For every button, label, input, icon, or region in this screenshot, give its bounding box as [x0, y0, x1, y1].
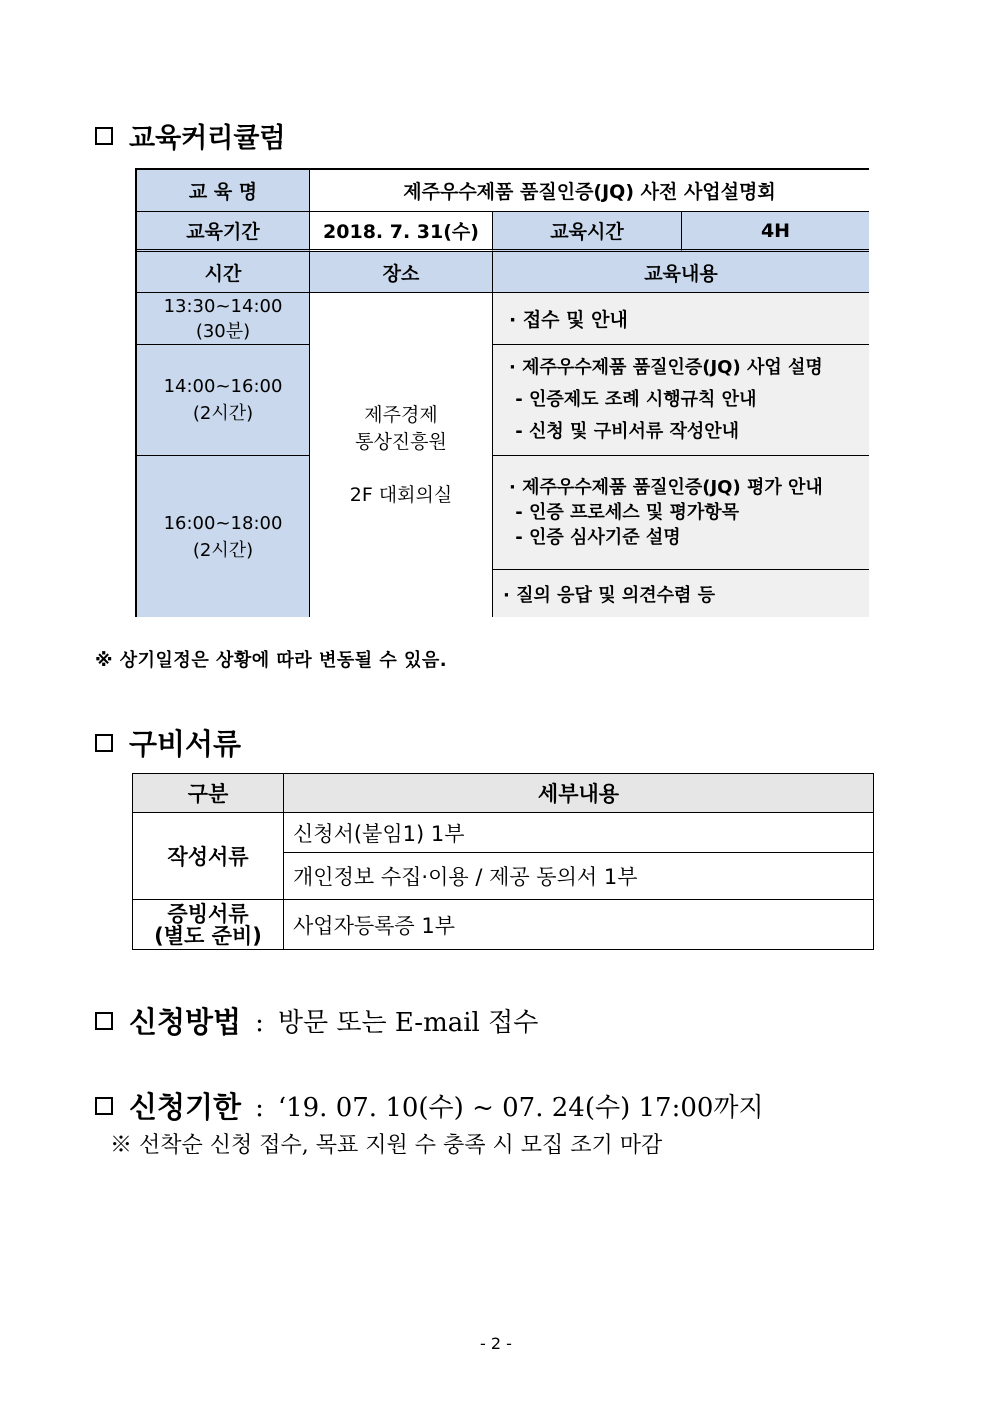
documents-heading-text: 구비서류 [129, 727, 242, 761]
curriculum-heading-text: 교육커리큘럼 [129, 123, 286, 154]
content-row-2 [493, 345, 869, 456]
proof-docs-category-line-1: 증빙서류 [167, 901, 249, 926]
checkbox-square-icon [95, 127, 113, 145]
proof-docs-item-1: 사업자등록증 1부 [284, 900, 873, 949]
place-line-2: 통상진흥원 [355, 430, 447, 453]
content-row-2-line-2: - 인증제도 조례 시행규칙 안내 [509, 389, 757, 410]
category-header: 구분 [133, 774, 284, 813]
method-colon: : [255, 1008, 264, 1038]
checkbox-square-icon [95, 734, 113, 752]
content-row-2-line-1: · 제주우수제품 품질인증(JQ) 사업 설명 [509, 357, 823, 378]
period-value: 2018. 7. 31(수) [310, 212, 493, 252]
content-row-4 [493, 570, 869, 617]
period-label: 교육기간 [137, 212, 310, 252]
time-slot-3-range: 16:00~18:00 [163, 512, 283, 534]
content-row-3 [493, 456, 869, 570]
time-slot-1 [137, 293, 310, 345]
deadline-note: ※ 선착순 신청 접수, 목표 지원 수 충족 시 모집 조기 마감 [110, 1133, 663, 1158]
hours-value: 4H [682, 212, 869, 252]
deadline-heading-text: 신청기한 [129, 1090, 242, 1124]
method-heading-text: 신청방법 [129, 1005, 242, 1039]
place-line-3: 2F 대회의실 [349, 483, 453, 506]
content-row-1 [493, 293, 869, 345]
documents-table [132, 773, 874, 950]
proof-docs-category-line-2: (별도 준비) [154, 923, 262, 948]
curriculum-table [135, 168, 869, 617]
content-row-4-line-1: · 질의 응답 및 의견수렴 등 [503, 584, 716, 606]
curriculum-heading [95, 116, 286, 155]
place-line-1: 제주경제 [364, 403, 438, 426]
method-text: 방문 또는 E-mail 접수 [277, 1008, 539, 1038]
time-slot-1-duration: (30분) [195, 320, 251, 342]
documents-heading [95, 722, 241, 763]
method-heading [95, 1000, 538, 1041]
schedule-note: ※ 상기일정은 상황에 따라 변동될 수 있음. [95, 650, 448, 671]
content-row-1-line-1: · 접수 및 안내 [509, 309, 628, 331]
page-number: - 2 - [480, 1334, 512, 1353]
place-header: 장소 [310, 252, 493, 293]
time-header: 시간 [137, 252, 310, 293]
deadline-colon: : [255, 1093, 264, 1123]
place-cell [310, 293, 493, 617]
checkbox-square-icon [95, 1097, 113, 1115]
content-row-2-line-3: - 신청 및 구비서류 작성안내 [509, 421, 740, 442]
deadline-heading [95, 1085, 764, 1126]
written-docs-item-1: 신청서(붙임1) 1부 [284, 813, 873, 853]
content-row-3-line-3: - 인증 심사기준 설명 [509, 527, 681, 548]
written-docs-item-2: 개인정보 수집·이용 / 제공 동의서 1부 [284, 853, 873, 900]
detail-header: 세부내용 [284, 774, 873, 813]
proof-docs-category [133, 900, 284, 949]
course-name-label: 교 육 명 [137, 170, 310, 212]
content-row-3-line-2: - 인증 프로세스 및 평가항목 [509, 502, 740, 523]
hours-label: 교육시간 [493, 212, 682, 252]
deadline-text: ‘19. 07. 10(수) ~ 07. 24(수) 17:00까지 [277, 1093, 764, 1123]
time-slot-3 [137, 456, 310, 617]
content-header: 교육내용 [493, 252, 869, 293]
time-slot-2-range: 14:00~16:00 [163, 376, 283, 397]
time-slot-2-duration: (2시간) [192, 403, 254, 424]
written-docs-category: 작성서류 [133, 813, 284, 900]
content-row-3-line-1: · 제주우수제품 품질인증(JQ) 평가 안내 [509, 477, 823, 498]
time-slot-3-duration: (2시간) [192, 539, 254, 561]
checkbox-square-icon [95, 1012, 113, 1030]
time-slot-1-range: 13:30~14:00 [163, 295, 283, 317]
course-name-value: 제주우수제품 품질인증(JQ) 사전 사업설명회 [310, 170, 869, 212]
time-slot-2 [137, 345, 310, 456]
